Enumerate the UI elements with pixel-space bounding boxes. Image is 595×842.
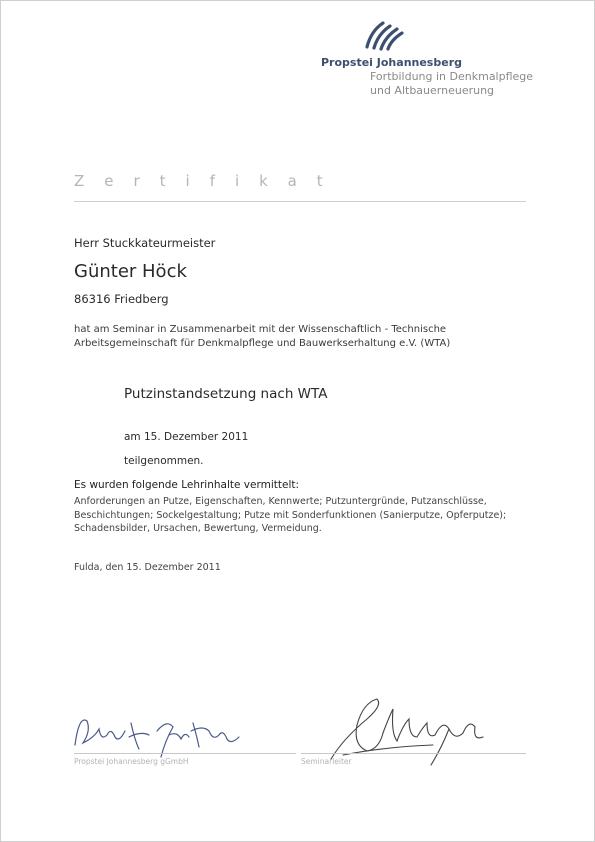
participation-text: teilgenommen. — [124, 455, 204, 467]
left-signature-label: Propstei Johannesberg gGmbH — [74, 757, 189, 766]
organization-name: Propstei Johannesberg — [321, 56, 462, 69]
recipient-name: Günter Höck — [74, 261, 187, 282]
topics-list — [74, 495, 506, 536]
propstei-logo-icon — [363, 17, 405, 51]
left-signature-line — [74, 753, 296, 754]
title-divider — [74, 201, 526, 202]
certificate-title: Zertifikat — [74, 172, 343, 190]
topics-line-3: Schadensbilder, Ursachen, Bewertung, Vermeidung. — [74, 523, 322, 534]
recipient-salutation: Herr Stuckkateurmeister — [74, 236, 216, 250]
right-signature-line — [301, 753, 526, 754]
seminar-intro-line-2: Arbeitsgemeinschaft für Denkmalpflege und Bauwerkserhaltung e.V. (WTA) — [74, 338, 451, 349]
right-signature-label: Seminarleiter — [301, 757, 352, 766]
course-title: Putzinstandsetzung nach WTA — [124, 386, 328, 402]
recipient-city: 86316 Friedberg — [74, 292, 169, 306]
left-signature-icon — [69, 701, 254, 761]
course-date: am 15. Dezember 2011 — [124, 431, 249, 443]
organization-subtitle-line-2: und Altbauerneuerung — [370, 84, 495, 97]
place-and-date: Fulda, den 15. Dezember 2011 — [74, 562, 221, 573]
topics-line-2: Beschichtungen; Sockelgestaltung; Putze mit Sonderfunktionen (Sanierputze, Opferputze); — [74, 509, 507, 521]
topics-line-1: Anforderungen an Putze, Eigenschaften, Kennwerte; Putzuntergründe, Putzanschlüsse, — [74, 496, 487, 507]
seminar-intro — [74, 323, 450, 351]
organization-subtitle-line-1: Fortbildung in Denkmalpflege — [370, 70, 534, 83]
topics-heading: Es wurden folgende Lehrinhalte vermittelt: — [74, 479, 300, 491]
seminar-intro-line-1: hat am Seminar in Zusammenarbeit mit der Wissenschaftlich - Technische — [74, 324, 447, 335]
